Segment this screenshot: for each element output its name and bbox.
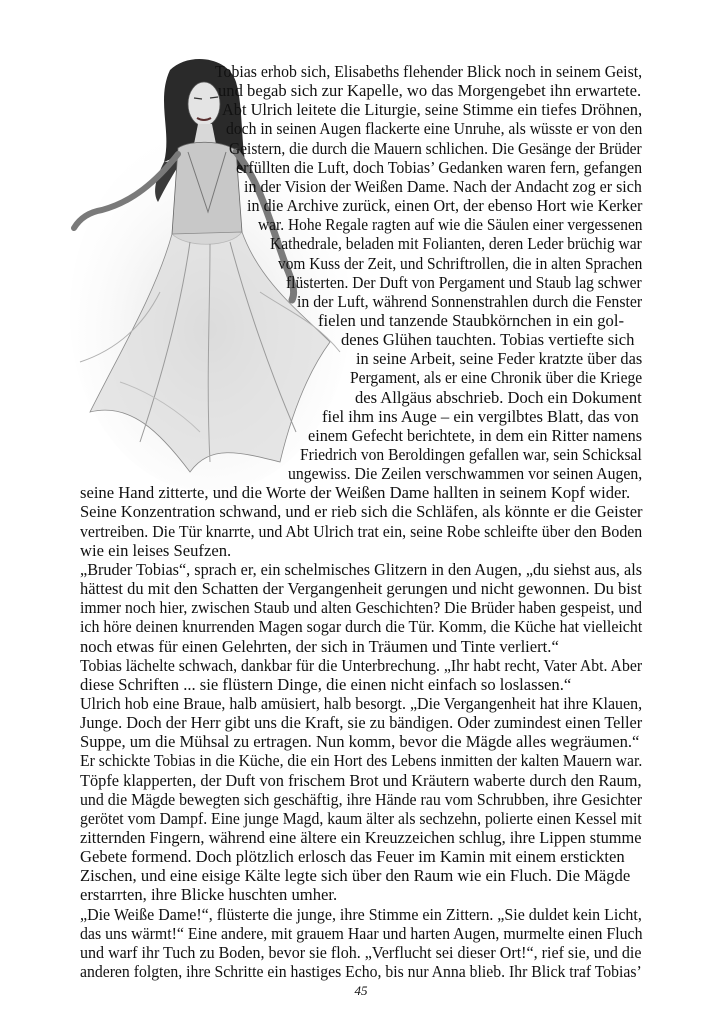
- text-line: Ulrich hob eine Braue, halb amüsiert, halb besorgt. „Die Vergangenheit hat ihre Klauen,: [80, 693, 643, 713]
- text-line: ungewiss. Die Zeilen verschwammen vor seinen Augen,: [288, 464, 643, 484]
- text-line: einem Gefecht berichtete, in dem ein Ritter namens: [308, 425, 643, 445]
- text-line: Kathedrale, beladen mit Folianten, deren Leder brüchig war: [270, 234, 642, 254]
- text-line: und warf ihr Tuch zu Boden, bevor sie floh. „Verflucht sei dieser Ort!“, rief sie, und die: [80, 942, 642, 962]
- text-line: Junge. Doch der Herr gibt uns die Kraft, sie zu bändigen. Oder zumindest einen Teller: [80, 713, 643, 733]
- text-line: das uns wärmt!“ Eine andere, mit grauem Haar und harten Augen, murmelte einen Fluch: [80, 923, 643, 943]
- text-line: fiel ihm ins Auge – ein vergilbtes Blatt, das von: [322, 406, 639, 426]
- text-line: in die Archive zurück, einen Ort, der ebenso Hort wie Kerker: [247, 196, 643, 215]
- text-line: Friedrich von Beroldingen gefallen war, sein Schicksal: [300, 445, 642, 464]
- text-line: Töpfe klapperten, der Duft von frischem Brot und Kräutern waberte durch den Raum,: [80, 770, 642, 790]
- text-line: Er schickte Tobias in die Küche, die ein Hort des Lebens inmitten der kalten Mauern war.: [80, 751, 643, 771]
- text-line: denes Glühen tauchten. Tobias vertiefte sich: [341, 330, 635, 350]
- text-line: und begab sich zur Kapelle, wo das Morgengebet ihn erwartete.: [218, 81, 642, 101]
- text-line: des Allgäus abschrieb. Doch ein Dokument: [355, 387, 642, 407]
- text-line: in seine Arbeit, seine Feder kratzte über das: [356, 349, 643, 369]
- text-line: „Die Weiße Dame!“, flüsterte die junge, ihre Stimme ein Zittern. „Sie duldet kein Licht,: [80, 904, 642, 924]
- text-line: Abt Ulrich leitete die Liturgie, seine Stimme ein tiefes Dröhnen,: [222, 100, 643, 120]
- text-line: Tobias erhob sich, Elisabeths flehender Blick noch in seinem Geist,: [215, 62, 643, 81]
- text-line: erfüllten die Luft, doch Tobias’ Gedanken waren fern, gefangen: [236, 157, 643, 177]
- text-line: noch etwas für einen Gelehrten, der sich in Träumen und Tinte verliert.“: [80, 636, 559, 656]
- text-line: anderen folgten, ihre Schritte ein hastiges Echo, bis nur Anna blieb. Ihr Blick traf Tobias’: [80, 962, 642, 981]
- text-line: Geistern, die durch die Mauern schlichen. Die Gesänge der Brüder: [229, 138, 642, 158]
- text-line: und die Mägde bewegten sich geschäftig, ihre Hände rau vom Schrubben, ihre Gesichter: [80, 789, 643, 809]
- text-line: immer noch hier, zwischen Staub und alten Geschichten? Die Brüder haben gespeist, und: [80, 598, 643, 618]
- text-line: Pergament, als er eine Chronik über die Kriege: [350, 368, 643, 388]
- text-line: hättest du mit den Schatten der Vergangenheit gerungen und nicht gewonnen. Du bist: [80, 579, 642, 598]
- text-line: vertreiben. Die Tür knarrte, und Abt Ulrich trat ein, seine Robe schleifte über den Boden: [80, 521, 643, 541]
- text-line: gerötet vom Dampf. Eine junge Magd, kaum älter als sechzehn, polierte einen Kessel mit: [80, 808, 642, 828]
- text-line: Tobias lächelte schwach, dankbar für die Unterbrechung. „Ihr habt recht, Vater Abt. Aber: [80, 655, 643, 675]
- text-line: zitternden Fingern, während eine ältere ein Kreuzzeichen schlug, ihre Lippen stumme: [80, 828, 642, 847]
- text-line: vom Kuss der Zeit, und Schriftrollen, die in alten Sprachen: [278, 253, 643, 273]
- page-number: 45: [354, 983, 368, 998]
- text-line: wie ein leises Seufzen.: [80, 540, 232, 560]
- text-line: diese Schriften ... sie flüstern Dinge, die einen nicht einfach so loslassen.“: [80, 674, 572, 694]
- text-line: flüsterten. Der Duft von Pergament und Staub lag schwer: [286, 272, 642, 292]
- text-line: in der Luft, während Sonnenstrahlen durch die Fenster: [297, 291, 643, 311]
- text-line: Seine Konzentration schwand, und er rieb sich die Schläfen, als könnte er die Geister: [80, 502, 643, 522]
- text-line: Gebete formend. Doch plötzlich erlosch das Feuer im Kamin mit einem erstickten: [80, 847, 625, 867]
- text-line: seine Hand zitterte, und die Worte der Weißen Dame hallten in seinem Kopf wider.: [80, 483, 631, 503]
- text-line: war. Hohe Regale ragten auf wie die Säulen einer vergessenen: [258, 215, 643, 235]
- text-line: „Bruder Tobias“, sprach er, ein schelmisches Glitzern in den Augen, „du siehst aus, als: [80, 559, 643, 579]
- text-line: erstarrten, ihre Blicke huschten umher.: [80, 885, 338, 905]
- text-line: fielen und tanzende Staubkörnchen in ein gol-: [318, 310, 624, 330]
- text-line: in der Vision der Weißen Dame. Nach der Andacht zog er sich: [244, 176, 642, 196]
- text-line: Suppe, um die Mühsal zu ertragen. Nun komm, bevor die Mägde alles wegräumen.“: [80, 732, 640, 752]
- text-line: ich höre deinen knurrenden Magen sogar durch die Tür. Komm, die Küche hat vielleicht: [80, 617, 643, 637]
- text-line: doch in seinen Augen flackerte eine Unruhe, als wüsste er von den: [226, 119, 643, 139]
- text-line: Zischen, und eine eisige Kälte legte sich über den Raum wie ein Fluch. Die Mägde: [80, 866, 631, 886]
